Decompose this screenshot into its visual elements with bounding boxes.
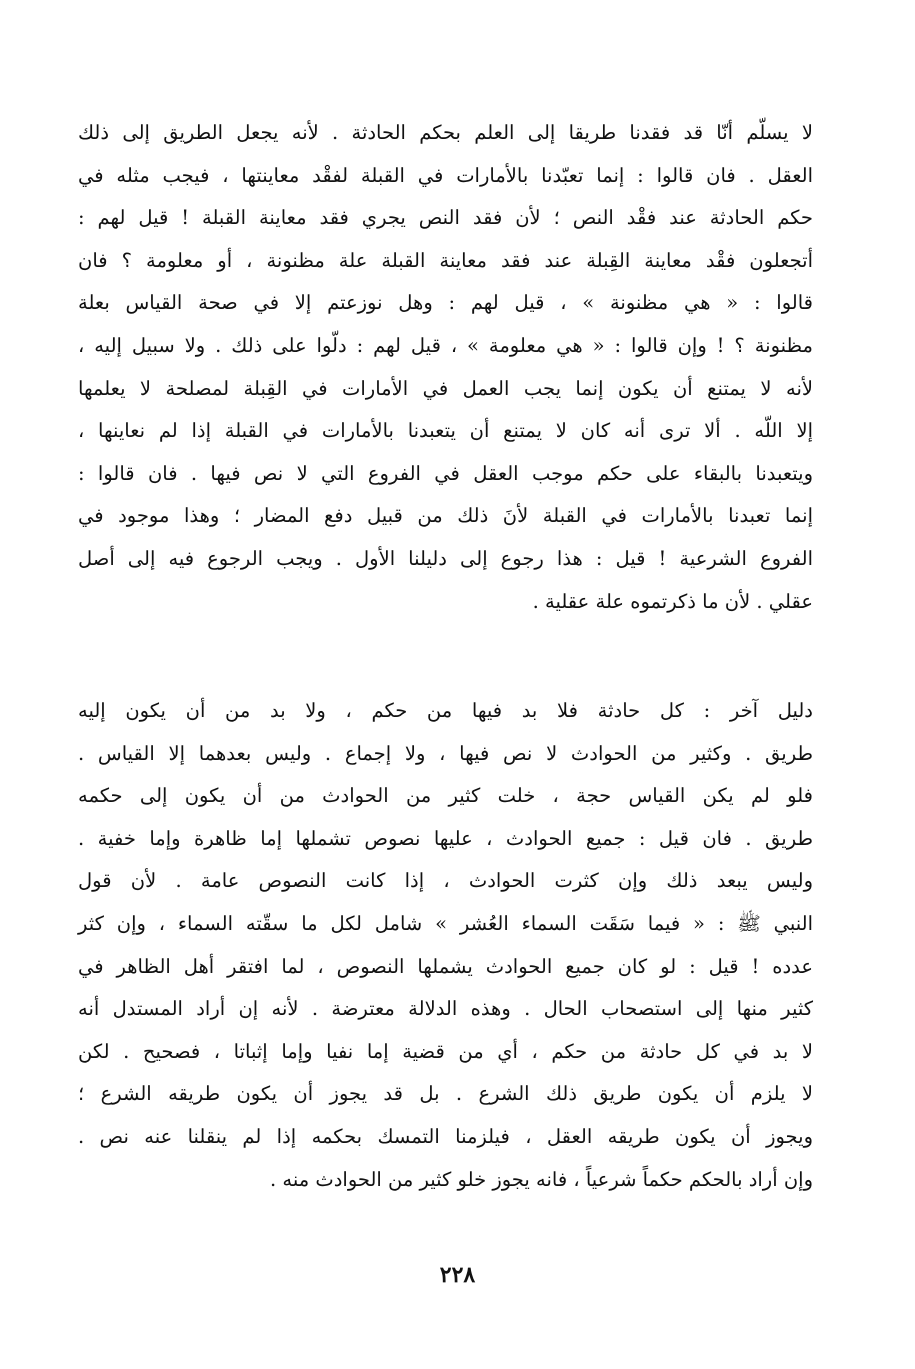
paragraph-line: حكم الحادثة عند فقْد النص ؛ لأن فقد النص يجري فقد معاينة القبلة ! قيل لهم :	[78, 206, 813, 230]
paragraph-line: قالوا : « هي مظنونة » ، قيل لهم : وهل نوزعتم إلا في صحة القياس بعلة	[78, 291, 813, 315]
paragraph-line: طريق . فان قيل : جميع الحوادث ، عليها نصوص تشملها إما ظاهرة وإما خفية .	[78, 826, 813, 850]
paragraph-1	[78, 112, 813, 623]
paragraph-line: أتجعلون فقْد معاينة القِبلة عند فقد معاينة القبلة علة مظنونة ، أو معلومة ؟ فان	[78, 248, 813, 272]
paragraph-line: كثير منها إلى استصحاب الحال . وهذه الدلالة معترضة . لأنه إن أراد المستدل أنه	[78, 997, 813, 1021]
paragraph-line: الفروع الشرعية ! قيل : هذا رجوع إلى دليلنا الأول . ويجب الرجوع فيه إلى أصل	[78, 546, 813, 570]
paragraph-line: ويجوز أن يكون طريقه العقل ، فيلزمنا التمسك بحكمه إذا لم ينقلنا عنه نص .	[78, 1124, 813, 1148]
paragraph-line: لا يلزم أن يكون طريق ذلك الشرع . بل قد يجوز أن يكون طريقه الشرع ؛	[78, 1082, 813, 1106]
paragraph-line: مظنونة ؟ ! وإن قالوا : « هي معلومة » ، قيل لهم : دلّوا على ذلك . ولا سبيل إليه ،	[78, 333, 813, 357]
paragraph-line: دليل آخر : كل حادثة فلا بد فيها من حكم ، ولا بد من أن يكون إليه	[78, 699, 813, 722]
paragraph-line: لا يسلّم أنّا قد فقدنا طريقا إلى العلم بحكم الحادثة . لأنه يجعل الطريق إلى ذلك	[78, 121, 813, 144]
paragraph-line: فلو لم يكن القياس حجة ، خلت كثير من الحوادث من أن يكون إلى حكمه	[78, 784, 813, 808]
paragraph-line: لأنه لا يمتنع أن يكون إنما يجب العمل في الأمارات في القِبلة لمصلحة لا يعلمها	[78, 376, 813, 400]
paragraph-line: ويتعبدنا بالبقاء على حكم موجب العقل في الفروع التي لا نص فيها . فان قالوا :	[78, 461, 813, 485]
paragraph-line: وإن أراد بالحكم حكماً شرعياً ، فانه يجوز خلو كثير من الحوادث منه .	[269, 1167, 813, 1191]
paragraph-line: إلا اللّه . ألا ترى أنه كان لا يمتنع أن يتعبدنا بالأمارات في القبلة إذا لم نعاينها ،	[78, 419, 813, 443]
paragraph-line: وليس يبعد ذلك وإن كثرت الحوادث ، إذا كانت النصوص عامة . لأن قول	[78, 869, 813, 893]
paragraph-line: لا بد في كل حادثة من حكم ، أي من قضية إما نفيا وإما إثباتا ، فصحيح . لكن	[78, 1039, 813, 1063]
paragraph-line: عقلي . لأن ما ذكرتموه علة عقلية .	[532, 589, 813, 613]
paragraph-line: طريق . وكثير من الحوادث لا نص فيها ، ولا إجماع . وليس بعدهما إلا القياس .	[78, 741, 813, 765]
paragraph-line: النبي ﷺ : « فيما سَقَت السماء العُشر » شامل لكل ما سقّته السماء ، وإن كثر	[78, 911, 813, 935]
paragraph-line: إنما تعبدنا بالأمارات في القبلة لأنَ ذلك من قبيل دفع المضار ؛ وهذا موجود في	[78, 504, 813, 528]
page-number: ٢٢٨	[439, 1262, 476, 1288]
paragraph-2	[78, 690, 813, 1201]
paragraph-line: العقل . فان قالوا : إنما تعبّدنا بالأمارات في القبلة لفقْد معاينتها ، فيجب مثله في	[78, 163, 813, 187]
paragraph-line: عدده ! قيل : لو كان جميع الحوادث يشملها النصوص ، لما افتقر أهل الظاهر في	[78, 954, 813, 978]
